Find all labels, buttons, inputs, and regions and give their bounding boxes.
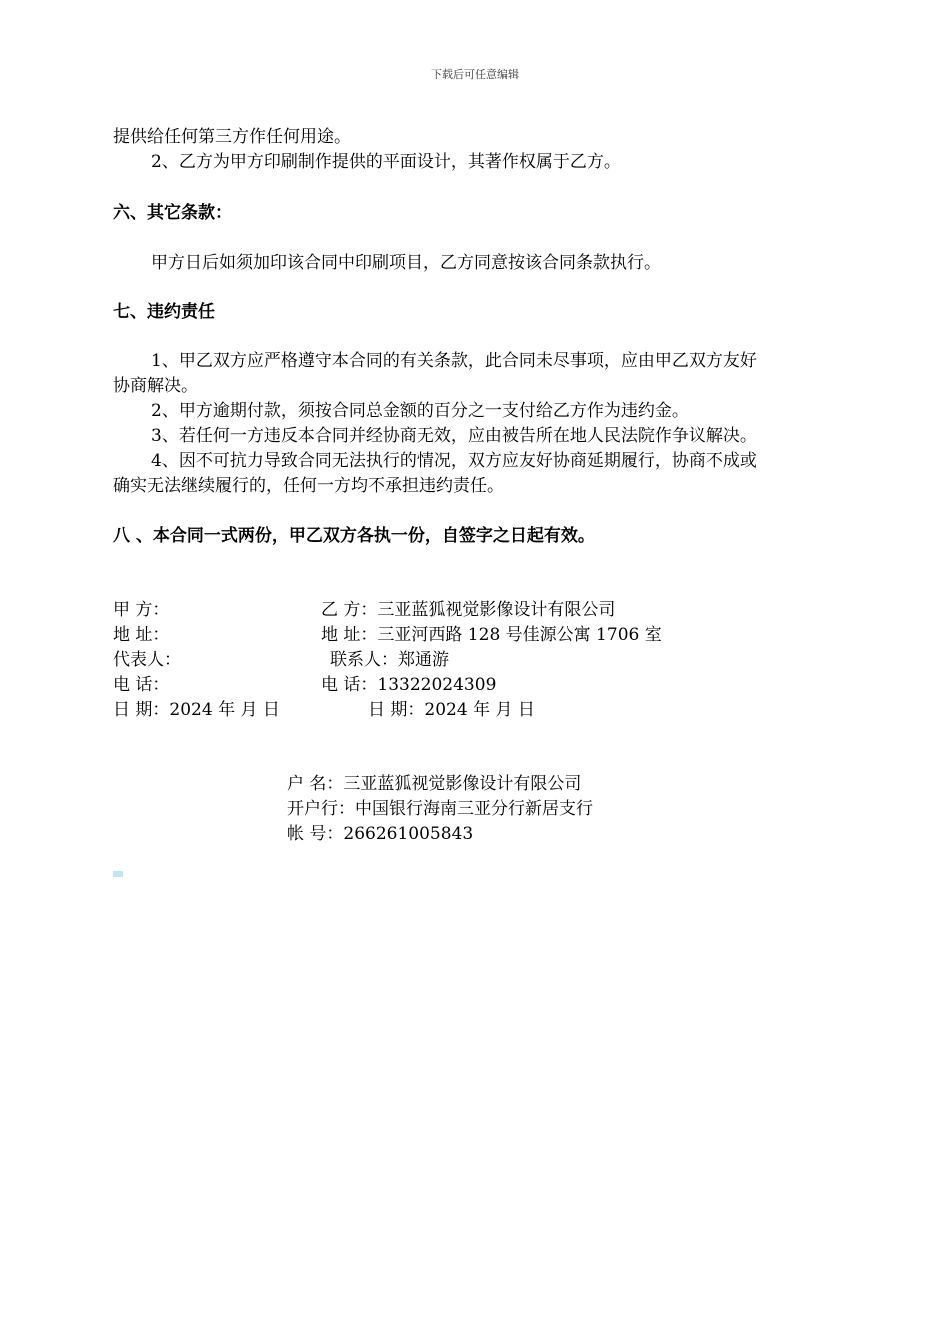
party-b-contact: 联系人：郑通游: [330, 650, 449, 670]
party-b-date: 日 期：2024 年 月 日: [368, 700, 535, 720]
paragraph-liability-2: 2、甲方逾期付款，须按合同总金额的百分之一支付给乙方作为违约金。: [151, 401, 689, 421]
party-b-name: 乙 方：三亚蓝狐视觉影像设计有限公司: [321, 600, 616, 620]
party-a-rep: 代表人：: [113, 650, 181, 670]
page-header: 下载后可任意编辑: [431, 68, 519, 81]
section-heading-7: 七、违约责任: [113, 302, 215, 322]
party-a-phone: 电 话：: [113, 675, 170, 695]
text-cursor-marker: [113, 871, 123, 877]
section-heading-6: 六、其它条款：: [113, 203, 232, 223]
paragraph-liability-4b: 确实无法继续履行的，任何一方均不承担违约责任。: [113, 476, 504, 496]
party-a-name: 甲 方：: [113, 600, 170, 620]
party-a-date: 日 期：2024 年 月 日: [113, 700, 280, 720]
party-b-phone: 电 话：13322024309: [321, 675, 497, 695]
paragraph-liability-3: 3、若任何一方违反本合同并经协商无效，应由被告所在地人民法院作争议解决。: [151, 426, 757, 446]
bank-account-name: 户 名：三亚蓝狐视觉影像设计有限公司: [287, 774, 582, 794]
paragraph-liability-4a: 4、因不可抗力导致合同无法执行的情况，双方应友好协商延期履行，协商不成或: [151, 451, 757, 471]
paragraph-copyright: 2、乙方为甲方印刷制作提供的平面设计，其著作权属于乙方。: [151, 152, 621, 172]
paragraph-reprint: 甲方日后如须加印该合同中印刷项目，乙方同意按该合同条款执行。: [151, 253, 661, 273]
paragraph-liability-1a: 1、甲乙双方应严格遵守本合同的有关条款，此合同未尽事项，应由甲乙双方友好: [151, 351, 757, 371]
paragraph-line: 提供给任何第三方作任何用途。: [113, 127, 351, 147]
bank-account-number: 帐 号：266261005843: [287, 824, 474, 844]
bank-name: 开户行：中国银行海南三亚分行新居支行: [287, 799, 593, 819]
party-a-address: 地 址：: [113, 625, 170, 645]
paragraph-liability-1b: 协商解决。: [113, 376, 198, 396]
section-heading-8: 八 、本合同一式两份，甲乙双方各执一份，自签字之日起有效。: [113, 526, 595, 546]
party-b-address: 地 址：三亚河西路 128 号佳源公寓 1706 室: [321, 625, 662, 645]
